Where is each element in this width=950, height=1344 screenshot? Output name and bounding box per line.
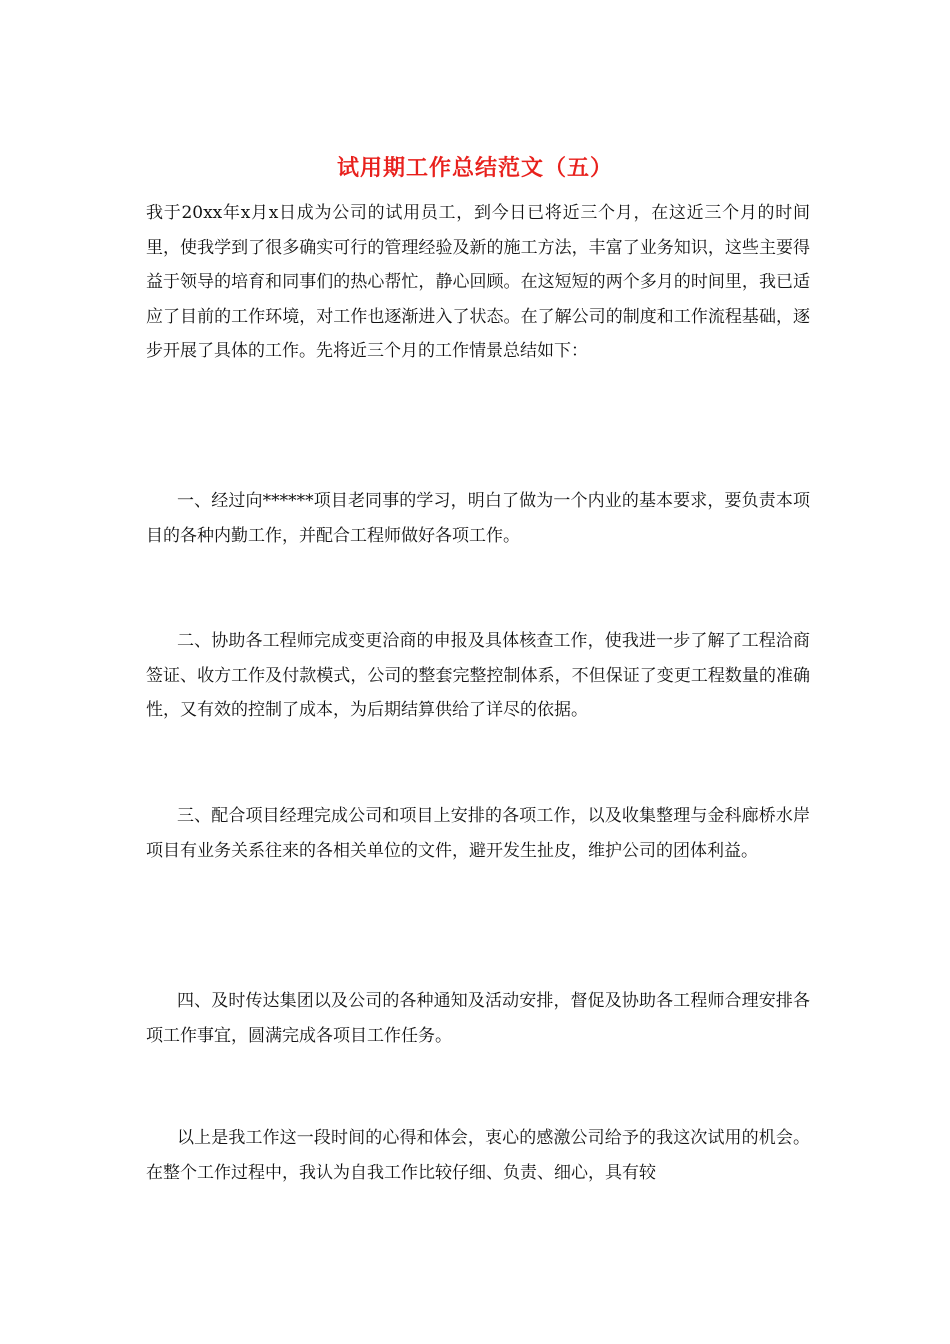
document-title: 试用期工作总结范文（五） [336,155,613,181]
summary-item-2: 二、协助各工程师完成变更洽商的申报及具体核查工作，使我进一步了解了工程洽商签证、收方工作及付款模式，公司的整套完整控制体系，不但保证了变更工程数量的准确性，又有效的控制了成本，为后期结算供给了详尽的依据。 [146,631,810,720]
intro-paragraph: 我于20xx年x月x日成为公司的试用员工，到今日已将近三个月，在这近三个月的时间里，使我学到了很多确实可行的管理经验及新的施工方法，丰富了业务知识，这些主要得益于领导的培育和同事们的热心帮忙，静心回顾。在这短短的两个多月的时间里，我已适应了目前的工作环境，对工作也逐渐进入了状态。在了解公司的制度和工作流程基础，逐步开展了具体的工作。先将近三个月的工作情景总结如下： [146,203,810,361]
summary-item-1: 一、经过向******项目老同事的学习，明白了做为一个内业的基本要求，要负责本项目的各种内勤工作，并配合工程师做好各项工作。 [146,491,810,546]
summary-item-4: 四、及时传达集团以及公司的各种通知及活动安排，督促及协助各工程师合理安排各项工作事宜，圆满完成各项目工作任务。 [146,991,810,1046]
summary-item-3: 三、配合项目经理完成公司和项目上安排的各项工作，以及收集整理与金科廊桥水岸项目有业务关系往来的各相关单位的文件，避开发生扯皮，维护公司的团体利益。 [146,806,810,861]
closing-paragraph: 以上是我工作这一段时间的心得和体会，衷心的感激公司给予的我这次试用的机会。在整个工作过程中，我认为自我工作比较仔细、负责、细心，具有较 [146,1128,810,1183]
